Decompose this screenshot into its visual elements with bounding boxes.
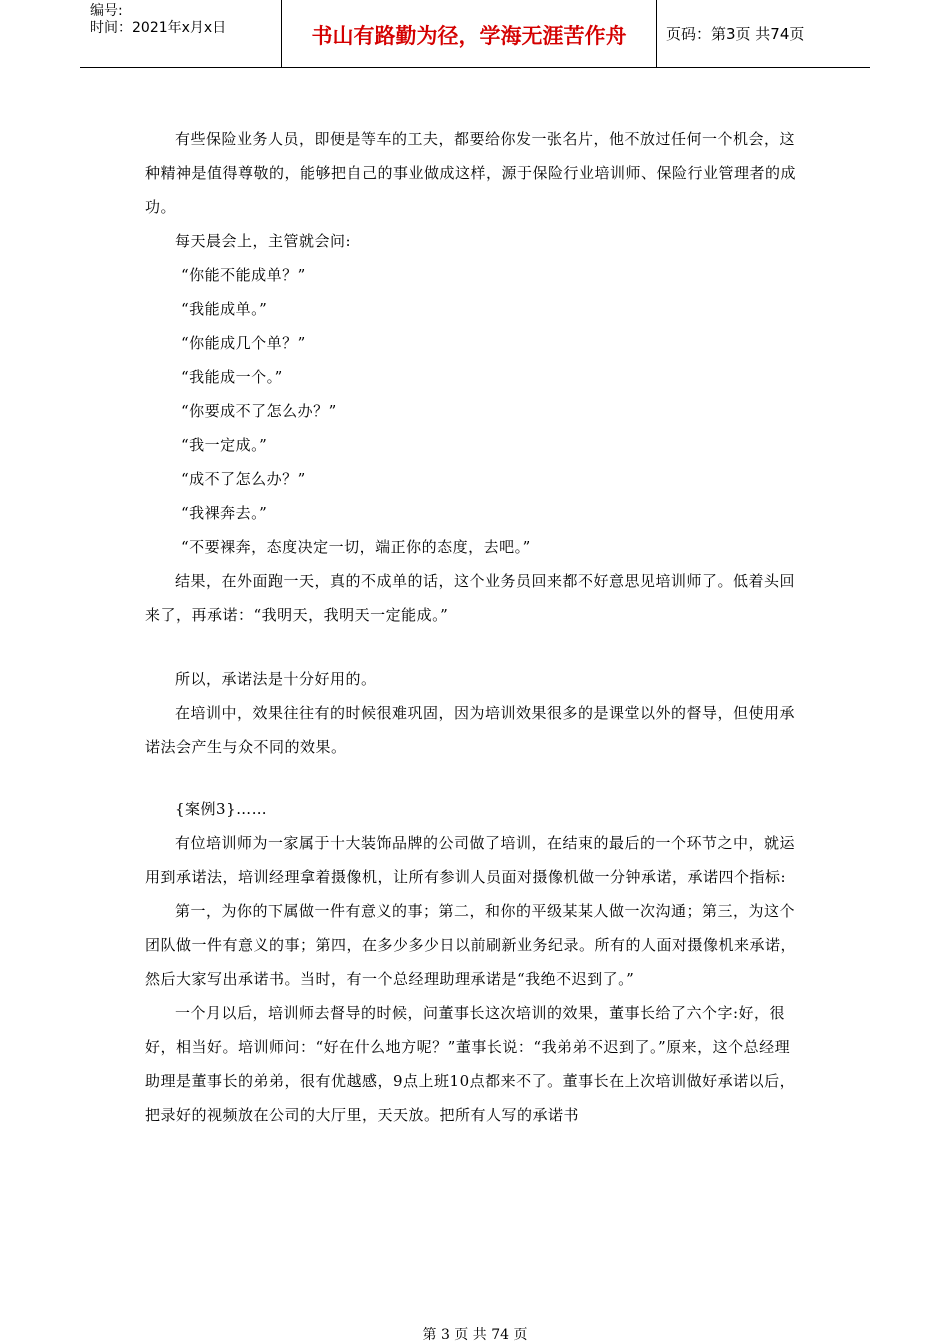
dialogue-line: “我裸奔去。”	[181, 504, 268, 522]
document-number-label: 编号:	[90, 3, 123, 19]
paragraph: 在培训中，效果往往有的时候很难巩固，因为培训效果很多的是课堂以外的督导，但使用承诺法会产生与众不同的效果。	[145, 704, 796, 756]
page-footer: 第 3 页 共 74 页	[422, 1327, 528, 1343]
dialogue-line: “成不了怎么办？”	[181, 470, 306, 488]
paragraph: 每天晨会上，主管就会问:	[175, 232, 352, 250]
dialogue-line: “你能不能成单？”	[181, 266, 306, 284]
spacer	[145, 632, 805, 662]
document-body	[145, 122, 805, 1132]
dialogue-line: “我能成单。”	[181, 300, 268, 318]
header-motto-cell	[281, 0, 657, 67]
dialogue-line: “你能成几个单？”	[181, 334, 306, 352]
dialogue-line: “你要成不了怎么办？”	[181, 402, 337, 420]
case-heading: {案例3}……	[175, 800, 268, 818]
paragraph: 所以，承诺法是十分好用的。	[175, 670, 377, 688]
paragraph: 一个月以后，培训师去督导的时候，问董事长这次培训的效果，董事长给了六个字:好，很好，相当好。培训师问：“好在什么地方呢？”董事长说：“我弟弟不迟到了。”原来，这个总经理助理是董事长的弟弟，很有优越感，9点上班10点都来不了。董事长在上次培训做好承诺以后，把录好的视频放在公司的大厅里，天天放。把所有人写的承诺书	[145, 1004, 796, 1124]
header-left-cell	[80, 0, 280, 67]
paragraph: 有位培训师为一家属于十大装饰品牌的公司做了培训，在结束的最后的一个环节之中，就运用到承诺法，培训经理拿着摄像机，让所有参训人员面对摄像机做一分钟承诺，承诺四个指标:	[145, 834, 796, 886]
dialogue-line: “我能成一个。”	[181, 368, 283, 386]
paragraph: 有些保险业务人员，即便是等车的工夫，都要给你发一张名片，他不放过任何一个机会，这种精神是值得尊敬的，能够把自己的事业做成这样，源于保险行业培训师、保险行业管理者的成功。	[145, 130, 797, 216]
spacer	[145, 764, 805, 792]
page-header	[80, 0, 870, 68]
header-page-info: 页码：第3页 共74页	[666, 25, 805, 43]
paragraph: 第一，为你的下属做一件有意义的事；第二，和你的平级某某人做一次沟通；第三，为这个团队做一件有意义的事；第四，在多少多少日以前刷新业务纪录。所有的人面对摄像机来承诺，然后大家写出承诺书。当时，有一个总经理助理承诺是“我绝不迟到了。”	[145, 902, 797, 988]
paragraph: 结果，在外面跑一天，真的不成单的话，这个业务员回来都不好意思见培训师了。低着头回来了，再承诺：“我明天，我明天一定能成。”	[145, 572, 796, 624]
header-motto: 书山有路勤为径，学海无涯苦作舟	[311, 24, 627, 48]
document-date-label: 时间：2021年x月x日	[90, 20, 227, 36]
dialogue-line: “我一定成。”	[181, 436, 268, 454]
header-page-cell	[656, 0, 870, 67]
dialogue-line: “不要裸奔，态度决定一切，端正你的态度，去吧。”	[181, 538, 531, 556]
